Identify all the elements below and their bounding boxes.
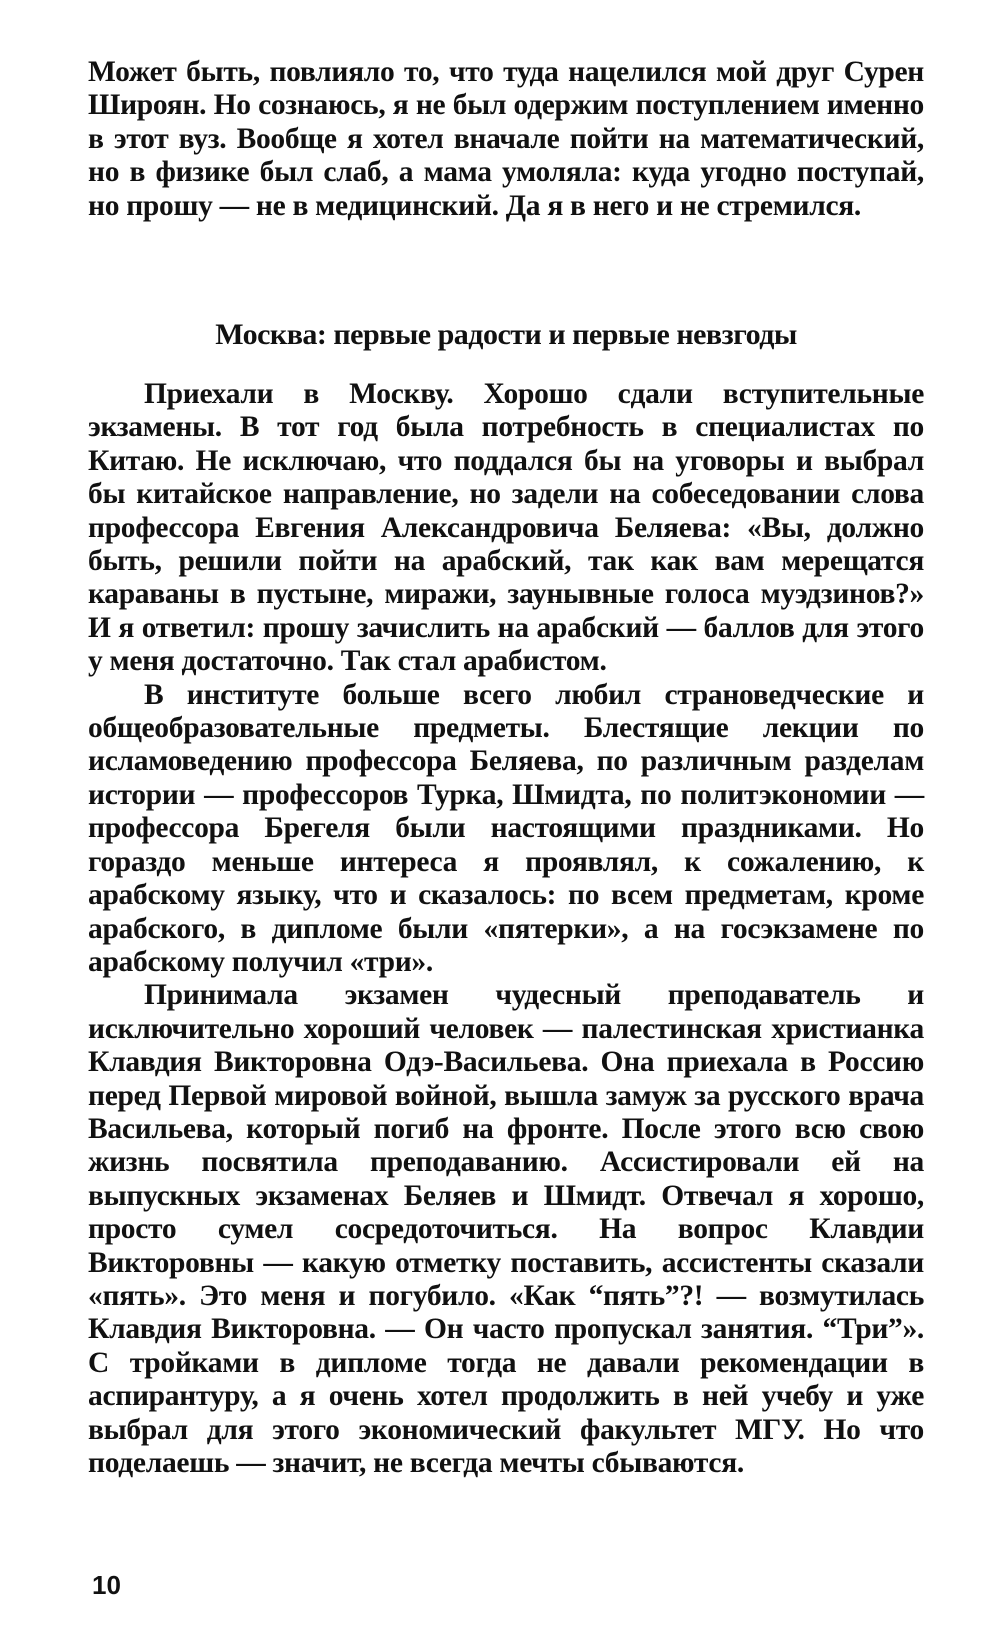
- page-number: 10: [92, 1570, 121, 1600]
- opening-text: [88, 56, 924, 223]
- section-title: Москва: первые радости и первые невзгоды: [215, 318, 797, 351]
- section-body: [88, 378, 924, 1480]
- body-paragraph: В институте больше всего любил страноведческие и общеобразовательные предметы. Блестящие лекции по исламоведению профессора Беляева, по различным разделам истории — профессоров Турка, Шмидта, по политэкономии — профессора Брегеля были настоящими праздниками. Но гораздо меньше интереса я проявлял, к сожалению, к арабскому языку, что и сказалось: по всем предметам, кроме арабского, в дипломе были «пятерки», а на госэкзамене по арабскому получил «три».: [88, 678, 924, 978]
- body-paragraph: Приехали в Москву. Хорошо сдали вступительные экзамены. В тот год была потребность в специалистах по Китаю. Не исключаю, что поддался бы на уговоры и выбрал бы китайское направление, но задели на собеседовании слова профессора Евгения Александровича Беляева: «Вы, должно быть, решили пойти на арабский, так как вам мерещатся караваны в пустыне, миражи, заунывные голоса муэдзинов?» И я ответил: прошу зачислить на арабский — баллов для этого у меня достаточно. Так стал арабистом.: [88, 378, 924, 678]
- opening-paragraph: Может быть, повлияло то, что туда нацелился мой друг Сурен Широян. Но сознаюсь, я не был одержим поступлением именно в этот вуз. Вообще я хотел вначале пойти на математический, но в физике был слаб, а мама умоляла: куда угодно поступай, но прошу — не в медицинский. Да я в него и не стремился.: [88, 56, 924, 222]
- body-paragraph: Принимала экзамен чудесный преподаватель и исключительно хороший человек — палестинская христианка Клавдия Викторовна Одэ-Васильева. Она приехала в Россию перед Первой мировой войной, вышла замуж за русского врача Васильева, который погиб на фронте. После этого всю свою жизнь посвятила преподаванию. Ассистировали ей на выпускных экзаменах Беляев и Шмидт. Отвечал я хорошо, просто сумел сосредоточиться. На вопрос Клавдии Викторовны — какую отметку поставить, ассистенты сказали «пять». Это меня и погубило. «Как “пять”?! — возмутилась Клавдия Викторовна. — Он часто пропускал занятия. “Три”». С тройками в дипломе тогда не давали рекомендации в аспирантуру, а я очень хотел продолжить в ней учебу и уже выбрал для этого экономический факультет МГУ. Но что поделаешь — значит, не всегда мечты сбываются.: [88, 979, 924, 1479]
